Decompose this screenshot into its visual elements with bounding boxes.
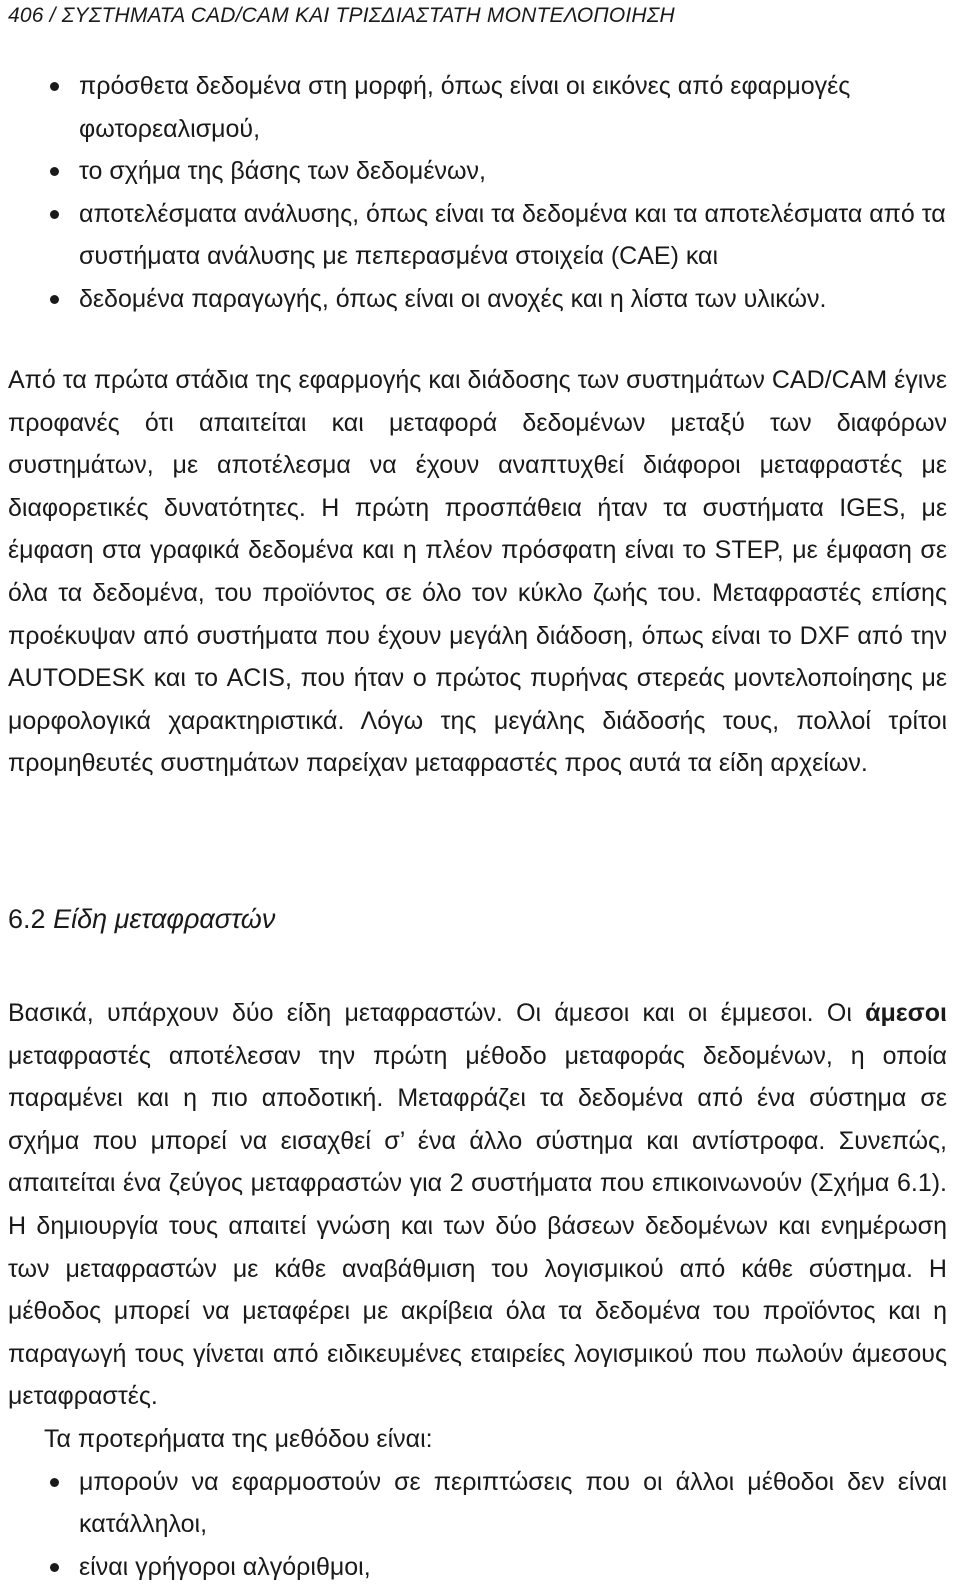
list-item: μπορούν να εφαρμοστούν σε περιπτώσεις που οι άλλοι μέθοδοι δεν είναι κατάλληλοι,: [8, 1461, 947, 1546]
list-item: πρόσθετα δεδομένα στη μορφή, όπως είναι οι εικόνες από εφαρμογές φωτορεαλισμού,: [8, 65, 952, 150]
section-heading: [8, 904, 275, 935]
section-title: Είδη μεταφραστών: [53, 904, 276, 934]
running-header: 406 / ΣΥΣΤΗΜΑΤΑ CAD/CAM ΚΑΙ ΤΡΙΣΔΙΑΣΤΑΤΗ ΜΟΝΤΕΛΟΠΟΙΗΣΗ: [8, 4, 675, 27]
section-body: [8, 992, 947, 1588]
list-item: αποτελέσματα ανάλυσης, όπως είναι τα δεδομένα και τα αποτελέσματα από τα συστήματα ανάλυσης με πεπερασμένα στοιχεία (CAE) και: [8, 193, 952, 278]
list-item: δεδομένα παραγωγής, όπως είναι οι ανοχές και η λίστα των υλικών.: [8, 278, 952, 321]
list-item: το σχήμα της βάσης των δεδομένων,: [8, 150, 952, 193]
feature-list: [8, 65, 952, 321]
list-item: είναι γρήγοροι αλγόριθμοι,: [8, 1546, 947, 1589]
body-paragraph-translators-history: Από τα πρώτα στάδια της εφαρμογής και διάδοσης των συστημάτων CAD/CAM έγινε προφανές ότι απαιτείται και μεταφορά δεδομένων μεταξύ των διαφόρων συστημάτων, με αποτέλεσμα να έχουν αναπτυχθεί διάφοροι μεταφραστές με διαφορετικές δυνατότητες. Η πρώτη προσπάθεια ήταν τα συστήματα IGES, με έμφαση στα γραφικά δεδομένα και η πλέον πρόσφατη είναι το STEP, με έμφαση σε όλα τα δεδομένα, του προϊόντος σε όλο τον κύκλο ζωής του. Μεταφραστές επίσης προέκυψαν από συστήματα που έχουν μεγάλη διάδοση, όπως είναι το DXF από την AUTODESK και το ACIS, που ήταν ο πρώτος πυρήνας στερεάς μοντελοποίησης με μορφολογικά χαρακτηριστικά. Λόγω της μεγάλης διάδοσής τους, πολλοί τρίτοι προμηθευτές συστημάτων παρείχαν μεταφραστές προς αυτά τα είδη αρχείων.: [8, 366, 947, 778]
section-number: 6.2: [8, 904, 46, 934]
body-paragraph-direct-translators: [8, 992, 947, 1418]
advantages-list: [8, 1461, 947, 1589]
paragraph-lead: Βασικά, υπάρχουν δύο είδη μεταφραστών. Οι άμεσοι και οι έμμεσοι. Οι: [8, 999, 866, 1027]
bold-term: άμεσοι: [865, 999, 947, 1027]
advantages-intro: Τα προτερήματα της μεθόδου είναι:: [44, 1424, 433, 1453]
paragraph-rest: μεταφραστές αποτέλεσαν την πρώτη μέθοδο μεταφοράς δεδομένων, η οποία παραμένει και η πιο αποδοτική. Μεταφράζει τα δεδομένα από ένα σύστημα σε σχήμα που μπορεί να εισαχθεί σ’ ένα άλλο σύστημα και αντίστροφα. Συνεπώς, απαιτείται ένα ζεύγος μεταφραστών για 2 συστήματα που επικοινωνούν (Σχήμα 6.1). Η δημιουργία τους απαιτεί γνώση και των δύο βάσεων δεδομένων και ενημέρωση των μεταφραστών με κάθε αναβάθμιση του λογισμικού από κάθε σύστημα. Η μέθοδος μπορεί να μεταφέρει με ακρίβεια όλα τα δεδομένα του προϊόντος και η παραγωγή τους γίνεται από ειδικευμένες εταιρείες λογισμικού που πωλούν άμεσους μεταφραστές.: [8, 1041, 947, 1411]
